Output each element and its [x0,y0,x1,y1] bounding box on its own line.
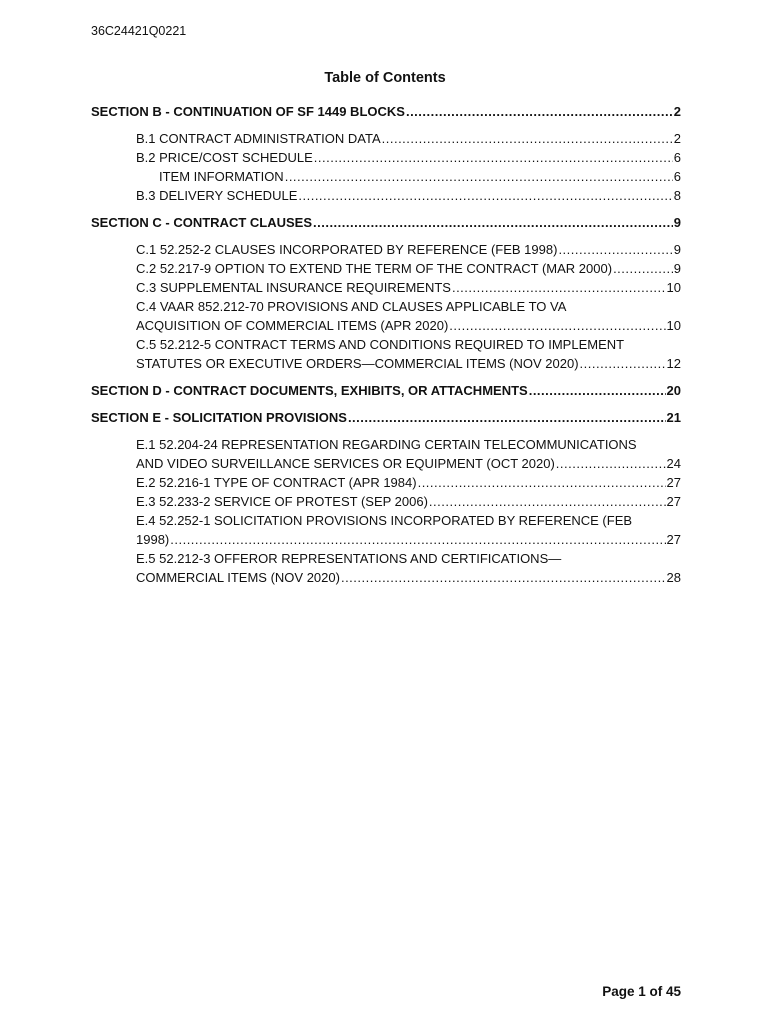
toc-entry[interactable] [91,335,681,373]
toc-entry[interactable] [91,435,681,473]
toc-entry-text: AND VIDEO SURVEILLANCE SERVICES OR EQUIPMENT (OCT 2020) [136,456,555,471]
toc-entry[interactable] [91,259,681,278]
toc-entry-page: 28 [666,570,681,585]
toc-entry-text: B.2 PRICE/COST SCHEDULE [136,150,313,165]
dot-leader [556,454,666,473]
toc-entry[interactable] [91,129,681,148]
dot-leader [314,148,673,167]
dot-leader [558,240,672,259]
toc-entry-page: 10 [666,318,681,333]
toc-entry-text: C.2 52.217-9 OPTION TO EXTEND THE TERM OF THE CONTRACT (MAR 2000) [136,261,613,276]
toc-entry[interactable] [91,549,681,587]
toc-entry-page: 6 [673,150,681,165]
toc-entry[interactable] [91,148,681,167]
toc-entry-text: ACQUISITION OF COMMERCIAL ITEMS (APR 2020) [136,318,449,333]
toc-entry-page: 27 [666,494,681,509]
toc-entry-page: 12 [666,356,681,371]
toc-entry-text: SECTION D - CONTRACT DOCUMENTS, EXHIBITS, OR ATTACHMENTS [91,383,528,398]
toc-entry-text-line1: C.5 52.212-5 CONTRACT TERMS AND CONDITIONS REQUIRED TO IMPLEMENT [136,337,625,352]
toc-entry-page: 6 [673,169,681,184]
dot-leader [382,129,673,148]
toc-entry-page: 27 [666,475,681,490]
toc-entry[interactable] [91,186,681,205]
dot-leader [406,102,673,121]
toc-section-entry[interactable] [91,213,681,232]
toc-title: Table of Contents [324,70,446,86]
toc-section-entry[interactable] [91,381,681,400]
dot-leader [285,167,673,186]
toc-entry-text: C.3 SUPPLEMENTAL INSURANCE REQUIREMENTS [136,280,451,295]
toc-entry-text: B.1 CONTRACT ADMINISTRATION DATA [136,131,381,146]
toc-entry[interactable] [91,473,681,492]
toc-entry-text: B.3 DELIVERY SCHEDULE [136,188,298,203]
toc-entry-text: ITEM INFORMATION [159,169,284,184]
toc-entry-text: SECTION B - CONTINUATION OF SF 1449 BLOCKS [91,104,405,119]
toc-section-entry[interactable] [91,408,681,427]
toc-entry-page: 20 [666,383,681,398]
toc-entry-text: E.2 52.216-1 TYPE OF CONTRACT (APR 1984) [136,475,417,490]
toc-entry[interactable] [91,297,681,335]
toc-entry[interactable] [91,167,681,186]
dot-leader [298,186,672,205]
toc-entry-text-line1: C.4 VAAR 852.212-70 PROVISIONS AND CLAUSES APPLICABLE TO VA [136,299,567,314]
dot-leader [429,492,666,511]
toc-entry[interactable] [91,278,681,297]
toc-entry[interactable] [91,240,681,259]
toc-entry-text-line1: E.4 52.252-1 SOLICITATION PROVISIONS INCORPORATED BY REFERENCE (FEB [136,513,633,528]
toc-entry-text: SECTION E - SOLICITATION PROVISIONS [91,410,347,425]
toc-entry-text: E.3 52.233-2 SERVICE OF PROTEST (SEP 2006) [136,494,428,509]
toc-entry-page: 10 [666,280,681,295]
dot-leader [529,381,666,400]
toc-entry-page: 9 [673,261,681,276]
dot-leader [341,568,666,587]
toc-entry-page: 27 [666,532,681,547]
dot-leader [348,408,666,427]
toc-entry-page: 24 [666,456,681,471]
toc-entry-page: 2 [673,104,681,119]
toc-section-entry[interactable] [91,102,681,121]
document-id: 36C24421Q0221 [91,24,187,38]
dot-leader [449,316,665,335]
toc-entry-text: STATUTES OR EXECUTIVE ORDERS—COMMERCIAL ITEMS (NOV 2020) [136,356,579,371]
table-of-contents [91,102,681,587]
toc-entry-page: 21 [666,410,681,425]
toc-entry-text-line1: E.1 52.204-24 REPRESENTATION REGARDING CERTAIN TELECOMMUNICATIONS [136,437,637,452]
dot-leader [452,278,666,297]
toc-entry-text: COMMERCIAL ITEMS (NOV 2020) [136,570,340,585]
toc-entry-page: 8 [673,188,681,203]
toc-entry-page: 9 [673,242,681,257]
toc-entry-page: 2 [673,131,681,146]
toc-entry-page: 9 [673,215,681,230]
dot-leader [170,530,665,549]
toc-entry[interactable] [91,511,681,549]
toc-entry-text: C.1 52.252-2 CLAUSES INCORPORATED BY REFERENCE (FEB 1998) [136,242,558,257]
toc-entry[interactable] [91,492,681,511]
dot-leader [613,259,673,278]
dot-leader [418,473,666,492]
dot-leader [313,213,673,232]
toc-entry-text: 1998) [136,532,170,547]
page-number: Page 1 of 45 [602,984,681,999]
dot-leader [580,354,666,373]
toc-entry-text-line1: E.5 52.212-3 OFFEROR REPRESENTATIONS AND CERTIFICATIONS— [136,551,562,566]
toc-entry-text: SECTION C - CONTRACT CLAUSES [91,215,312,230]
